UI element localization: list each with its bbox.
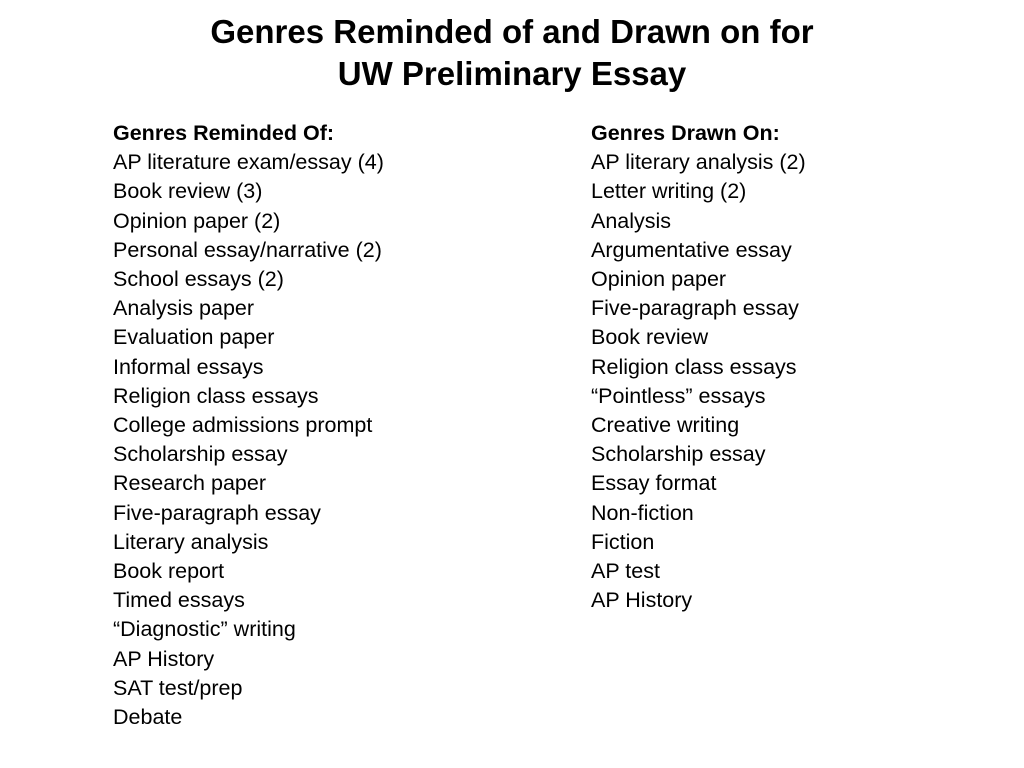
genre-list-item: Argumentative essay bbox=[591, 237, 792, 262]
genre-list-item: Research paper bbox=[113, 471, 266, 496]
genre-list-item: Informal essays bbox=[113, 354, 264, 379]
genre-list-item: Book review bbox=[591, 325, 709, 350]
genre-list-item: Scholarship essay bbox=[591, 442, 766, 467]
genre-list-item: AP literary analysis (2) bbox=[591, 150, 806, 175]
genre-list-item: Opinion paper bbox=[591, 267, 727, 292]
genre-list-item: SAT test/prep bbox=[113, 675, 243, 700]
genre-list-item: Book report bbox=[113, 559, 225, 584]
genre-list-item: AP literature exam/essay (4) bbox=[113, 150, 384, 175]
genres-drawn-on-column bbox=[591, 119, 806, 615]
genres-reminded-of-heading: Genres Reminded Of: bbox=[113, 121, 335, 145]
genre-list-item: Literary analysis bbox=[113, 529, 269, 554]
genre-list-item: Opinion paper (2) bbox=[113, 208, 281, 233]
genre-list-item: Fiction bbox=[591, 529, 655, 554]
genre-list-item: “Pointless” essays bbox=[591, 383, 766, 408]
genres-drawn-on-list bbox=[591, 148, 806, 615]
genre-list-item: AP History bbox=[591, 588, 693, 613]
genre-list-item: Analysis bbox=[591, 208, 672, 233]
slide-title-line-1: Genres Reminded of and Drawn on for bbox=[210, 13, 814, 50]
genres-drawn-on-heading: Genres Drawn On: bbox=[591, 121, 780, 145]
genres-reminded-of-list bbox=[113, 148, 384, 732]
genre-list-item: AP History bbox=[113, 646, 215, 671]
genre-list-item: Debate bbox=[113, 705, 183, 730]
genre-list-item: Book review (3) bbox=[113, 179, 263, 204]
slide-title bbox=[0, 11, 1024, 95]
genre-list-item: Essay format bbox=[591, 471, 717, 496]
genre-list-item: Creative writing bbox=[591, 413, 740, 438]
genre-list-item: Personal essay/narrative (2) bbox=[113, 237, 382, 262]
genre-list-item: Religion class essays bbox=[591, 354, 797, 379]
genre-list-item: AP test bbox=[591, 559, 660, 584]
genre-list-item: College admissions prompt bbox=[113, 413, 373, 438]
genres-reminded-of-column bbox=[113, 119, 384, 732]
genre-list-item: “Diagnostic” writing bbox=[113, 617, 296, 642]
genre-list-item: Scholarship essay bbox=[113, 442, 288, 467]
genre-list-item: Non-fiction bbox=[591, 500, 694, 525]
genre-list-item: Religion class essays bbox=[113, 383, 319, 408]
genre-list-item: Five-paragraph essay bbox=[113, 500, 321, 525]
genre-list-item: Five-paragraph essay bbox=[591, 296, 799, 321]
slide-title-line-2: UW Preliminary Essay bbox=[337, 55, 687, 92]
genre-list-item: School essays (2) bbox=[113, 267, 284, 292]
genre-list-item: Letter writing (2) bbox=[591, 179, 747, 204]
genre-list-item: Timed essays bbox=[113, 588, 245, 613]
genre-list-item: Analysis paper bbox=[113, 296, 255, 321]
genre-list-item: Evaluation paper bbox=[113, 325, 275, 350]
